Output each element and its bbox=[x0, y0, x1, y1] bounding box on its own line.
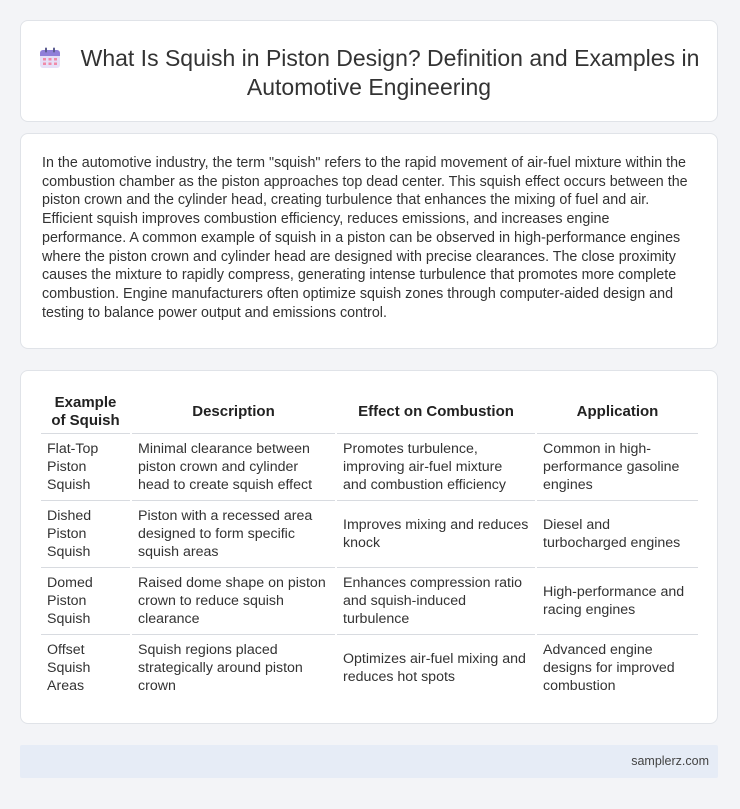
table-card bbox=[20, 370, 718, 724]
table-cell: Improves mixing and reduces knock bbox=[336, 501, 536, 568]
table-header-row bbox=[41, 391, 698, 434]
table-cell: Raised dome shape on piston crown to reduce squish clearance bbox=[131, 568, 336, 635]
table-cell: High-performance and racing engines bbox=[536, 568, 698, 635]
table-cell: Diesel and turbocharged engines bbox=[536, 501, 698, 568]
table-cell: Offset Squish Areas bbox=[47, 642, 91, 694]
table-cell: Promotes turbulence, improving air-fuel mixture and combustion efficiency bbox=[336, 434, 536, 501]
table-row bbox=[41, 501, 698, 568]
squish-examples-table bbox=[41, 391, 698, 701]
intro-paragraph: In the automotive industry, the term "squish" refers to the rapid movement of air-fuel mixture within the combustion chamber as the piston approaches top dead center. This squish effect occurs between the piston crown and the cylinder head, creating turbulence that enhances the mixing of fuel and air. Efficient squish improves combustion efficiency, reduces emissions, and increases engine performance. A common example of squish in a piston can be observed in high-performance engines where the piston crown and cylinder head are designed with precise clearances. The close proximity causes the mixture to rapidly compress, generating intense turbulence that promotes more complete combustion. Engine manufacturers often optimize squish zones through computer-aided design and testing to balance power output and emissions control. bbox=[42, 155, 688, 321]
table-cell: Piston with a recessed area designed to form specific squish areas bbox=[131, 501, 336, 568]
table-cell: Enhances compression ratio and squish-induced turbulence bbox=[336, 568, 536, 635]
table-cell: Domed Piston Squish bbox=[41, 568, 131, 635]
table-cell: Flat-Top Piston Squish bbox=[41, 434, 131, 501]
table-row bbox=[41, 434, 698, 501]
column-header: Application bbox=[536, 391, 698, 434]
column-header: Effect on Combustion bbox=[336, 391, 536, 434]
table-cell: Dished Piston Squish bbox=[41, 501, 131, 568]
calendar-icon bbox=[39, 47, 61, 69]
footer bbox=[20, 745, 718, 778]
table-row bbox=[41, 568, 698, 635]
intro-card bbox=[20, 133, 718, 349]
table-cell: Squish regions placed strategically around piston crown bbox=[131, 635, 336, 702]
table-cell: Common in high-performance gasoline engines bbox=[536, 434, 698, 501]
table-cell: Advanced engine designs for improved combustion bbox=[536, 635, 698, 702]
page-title: What Is Squish in Piston Design? Definition and Examples in Automotive Engineering bbox=[80, 45, 700, 100]
table-row bbox=[41, 635, 698, 702]
table-cell: Minimal clearance between piston crown and cylinder head to create squish effect bbox=[131, 434, 336, 501]
column-header: Example of Squish bbox=[41, 391, 131, 434]
page-title-wrap bbox=[21, 44, 717, 102]
title-card bbox=[20, 20, 718, 122]
column-header: Description bbox=[131, 391, 336, 434]
footer-site-link[interactable]: samplerz.com bbox=[631, 754, 709, 768]
table-cell: Optimizes air-fuel mixing and reduces hot spots bbox=[336, 635, 536, 702]
